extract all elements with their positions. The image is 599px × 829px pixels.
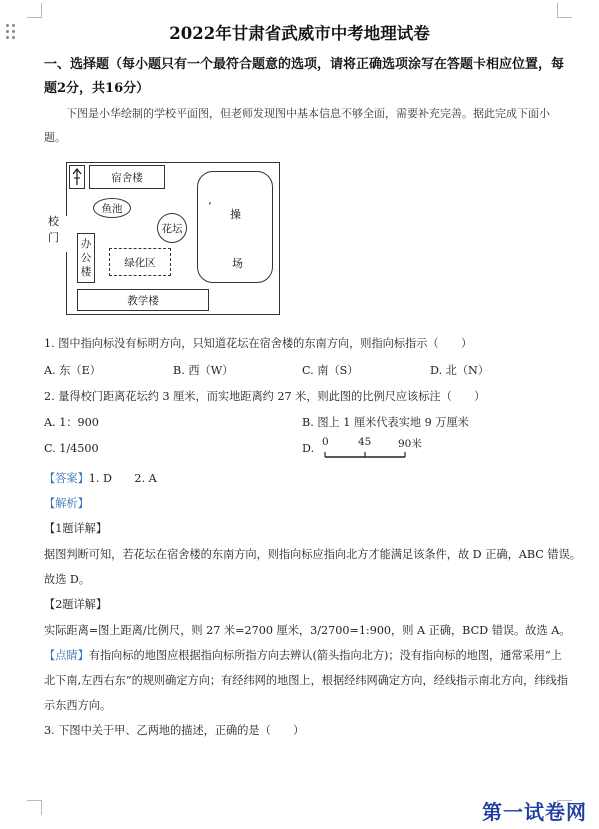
office-building: 办 公 楼: [77, 233, 95, 283]
q2-detail-tag: 【2题详解】: [44, 598, 108, 611]
q1-detail-text: 据图判断可知，若花坛在宿舍楼的东南方向，则指向标应指向北方才能满足该条件，故 D 正确，ABC 错误。: [44, 548, 581, 561]
scale-label-0: 0: [322, 436, 329, 448]
q1-detail-tag: 【1题详解】: [44, 522, 108, 535]
q1-detail-text-2: 故选 D。: [44, 573, 91, 586]
school-gate-label-2: 门: [48, 231, 59, 244]
section-header-cont: 题2分，共16分）: [44, 81, 150, 96]
teaching-building: 教学楼: [77, 289, 209, 311]
q2-option-c[interactable]: C. 1/4500: [44, 442, 99, 455]
scale-label-90: 90米: [398, 438, 422, 450]
answer-text: 1. D 2. A: [88, 472, 157, 485]
scale-label-45: 45: [358, 436, 372, 448]
tip-tag: 【点睛】: [44, 649, 89, 662]
fish-pond: 鱼池: [93, 198, 131, 218]
green-area: 绿化区: [109, 248, 171, 276]
page-title: 2022年甘肃省武威市中考地理试卷: [169, 24, 430, 43]
q2-detail-text: 实际距离=图上距离/比例尺，则 27 米=2700 厘米，3/2700=1:900，则 A 正确，BCD 错误。故选 A。: [44, 624, 571, 637]
answer-tag: 【答案】: [44, 472, 89, 485]
dormitory-building: 宿舍楼: [89, 165, 165, 189]
site-watermark: 第一试卷网: [482, 800, 587, 824]
question-2-stem: 2. 量得校门距离花坛约 3 厘米，而实地距离约 27 米，则此图的比例尺应该标注（ ）: [44, 390, 486, 403]
intro-text-cont: 题。: [44, 131, 66, 144]
q1-option-b[interactable]: B. 西（W）: [173, 364, 234, 377]
q2-option-a[interactable]: A. 1：900: [44, 416, 99, 429]
page-corner-mark: [557, 3, 572, 18]
page-corner-mark: [27, 3, 42, 18]
question-3-stem: 3. 下图中关于甲、乙两地的描述，正确的是（ ）: [44, 724, 305, 737]
question-1-stem: 1. 图中指向标没有标明方向，只知道花坛在宿舍楼的东南方向，则指向标指示（ ）: [44, 337, 473, 350]
analysis-tag: 【解析】: [44, 497, 89, 510]
q1-option-a[interactable]: A. 东（E）: [44, 364, 101, 377]
section-header: 一、选择题（每小题只有一个最符合题意的选项，请将正确选项涂写在答题卡相应位置，每: [44, 57, 565, 72]
page-corner-mark: [27, 800, 42, 815]
q2-option-d[interactable]: D.: [302, 442, 315, 455]
scale-ruler: [318, 449, 416, 461]
q1-option-c[interactable]: C. 南（S）: [302, 364, 359, 377]
intro-text: 下图是小华绘制的学校平面图，但老师发现图中基本信息不够全面，需要补充完善。据此完成下面小: [66, 107, 550, 120]
playground: ’ 操 场: [197, 171, 273, 283]
tip-line-2: 北下南,左西右东”的规则确定方向；有经纬网的地图上，根据经纬网确定方向，经线指示南北方向，纬线指: [44, 674, 568, 687]
direction-indicator: [69, 165, 85, 189]
tip-line-3: 示东西方向。: [44, 699, 112, 712]
map-mark: ’: [208, 200, 212, 213]
scale-bar: [318, 436, 422, 463]
arrow-up-icon: [71, 167, 83, 187]
answer-line: [44, 470, 157, 486]
school-gate-label: 校: [48, 215, 59, 228]
q2-option-b[interactable]: B. 图上 1 厘米代表实地 9 万厘米: [302, 416, 469, 429]
school-map: [66, 162, 280, 315]
q1-option-d[interactable]: D. 北（N）: [430, 364, 490, 377]
flower-bed: 花坛: [157, 213, 187, 243]
tip-line-1: 【点睛】有指向标的地图应根据指向标所指方向去辨认(箭头指向北方)；没有指向标的地图，通常采用“上: [44, 649, 562, 662]
